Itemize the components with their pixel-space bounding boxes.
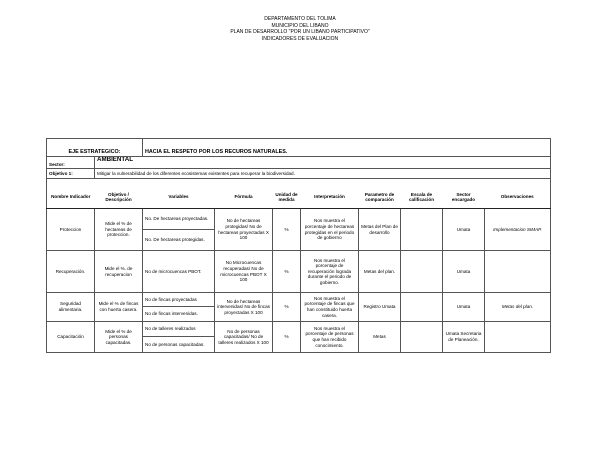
cell-variable-2: No. De hectareas protegidas. bbox=[143, 230, 215, 251]
col-escala: Escala de calificación bbox=[401, 187, 443, 209]
cell-variable-2: No de personas capacitadas. bbox=[143, 337, 215, 353]
cell-objetivo: Mide el % de personas capacitadas. bbox=[95, 322, 143, 353]
cell-interpretacion: Nos muestra el porcentaje de personas que han recibido conocimiento. bbox=[301, 322, 359, 353]
cell-objetivo: Mide el %. de recuperacion bbox=[95, 251, 143, 293]
cell-nombre: Seguridad alimentaria. bbox=[47, 293, 95, 322]
cell-observaciones bbox=[485, 251, 551, 293]
cell-unidad: % bbox=[273, 322, 301, 353]
cell-interpretacion: Nos muestra el porcentaje de recuperación lograda durante el periodo de gobierno. bbox=[301, 251, 359, 293]
cell-escala bbox=[401, 322, 443, 353]
cell-unidad: % bbox=[273, 209, 301, 251]
col-unidad: Unidad de medida bbox=[273, 187, 301, 209]
col-sector: Sector encargado bbox=[443, 187, 485, 209]
cell-formula: No de personas capacitadas/ No de talleres realizados X 100 bbox=[215, 322, 273, 353]
eje-label: EJE ESTRATEGICO: bbox=[47, 139, 143, 157]
col-parametro: Parametro de comparación bbox=[359, 187, 401, 209]
cell-sector: Umata Secretaria de Planeación. bbox=[443, 322, 485, 353]
eje-row bbox=[47, 139, 551, 157]
table-row bbox=[47, 322, 551, 337]
cell-interpretacion: Nos muestra el porcentaje de fincas que han constituido huerta casera. bbox=[301, 293, 359, 322]
cell-interpretacion: Nos muestra el porcentaje de hectareas protegidas en el periodo de gobierno bbox=[301, 209, 359, 251]
cell-formula: No de hectareas intervenidas/ No de fincas proyectadas X 100 bbox=[215, 293, 273, 322]
cell-escala bbox=[401, 209, 443, 251]
objetivo-row bbox=[47, 169, 551, 179]
header-plan-title: PLAN DE DESARROLLO "POR UN LIBANO PARTICIPATIVO" bbox=[230, 29, 370, 35]
cell-observaciones bbox=[485, 322, 551, 353]
table-row bbox=[47, 209, 551, 230]
cell-escala bbox=[401, 293, 443, 322]
cell-nombre: Proteccion bbox=[47, 209, 95, 251]
cell-observaciones: Metas del plan. bbox=[485, 293, 551, 322]
cell-parametro: Metas del Plan de desarrollo bbox=[359, 209, 401, 251]
sector-label: Sector: bbox=[47, 157, 95, 169]
sector-value: AMBIENTAL bbox=[95, 157, 551, 169]
objetivo-value: Mitigar la vulnerabilidad de los diferentes ecosistemas existentes para recuperar la biodiversidad. bbox=[95, 169, 551, 179]
indicators-table bbox=[46, 138, 551, 353]
cell-unidad: % bbox=[273, 251, 301, 293]
col-objetivo: Objetivo / Descripción bbox=[95, 187, 143, 209]
cell-sector: Umata bbox=[443, 251, 485, 293]
cell-parametro: Metas bbox=[359, 322, 401, 353]
col-formula: Fórmula bbox=[215, 187, 273, 209]
cell-variable-2: No de fincas intervenidas. bbox=[143, 307, 215, 322]
cell-formula: No Microcuencas recuperadas/ No de microcuencas PBOT X 100 bbox=[215, 251, 273, 293]
cell-formula: No de hectareas protegidas/ No de hectareas proyectadas X 100 bbox=[215, 209, 273, 251]
cell-variable-1: No de fincas proyectadas bbox=[143, 293, 215, 307]
table-row bbox=[47, 293, 551, 307]
sector-row bbox=[47, 157, 551, 169]
document-header bbox=[0, 16, 600, 42]
cell-nombre: Capacitación bbox=[47, 322, 95, 353]
header-municipality: MUNICIPIO DEL LIBANO bbox=[271, 22, 329, 29]
cell-sector: Umata bbox=[443, 209, 485, 251]
cell-variable-1: No de talleres realizados bbox=[143, 322, 215, 337]
cell-objetivo: Mide el % de fincas con huerta casera. bbox=[95, 293, 143, 322]
column-header-row bbox=[47, 187, 551, 209]
cell-sector: Umata bbox=[443, 293, 485, 322]
header-department: DEPARTAMENTO DEL TOLIMA bbox=[264, 16, 336, 22]
cell-parametro: Metas del plan. bbox=[359, 251, 401, 293]
cell-unidad: % bbox=[273, 293, 301, 322]
cell-variable-1: No de microcuencas PBOT. bbox=[143, 251, 215, 293]
col-interpretacion: Interpretación bbox=[301, 187, 359, 209]
eje-value: HACIA EL RESPETO POR LOS RECUROS NATURALES. bbox=[143, 139, 551, 157]
table-row bbox=[47, 251, 551, 293]
objetivo-label: Objetivo 1: bbox=[47, 169, 95, 179]
cell-nombre: Recuperación. bbox=[47, 251, 95, 293]
header-report-title: INDICADORES DE EVALUACION bbox=[261, 35, 339, 42]
cell-variable-1: No. De hectareas proyectadas. bbox=[143, 209, 215, 230]
spacer-row bbox=[47, 179, 551, 187]
col-nombre-indicador: Nombre Indicador bbox=[47, 187, 95, 209]
cell-parametro: Registro Umata bbox=[359, 293, 401, 322]
cell-objetivo: Mide el % de hectareas de proteccion. bbox=[95, 209, 143, 251]
col-observaciones: Observaciones bbox=[485, 187, 551, 209]
cell-observaciones: Implementacion SIMAP. bbox=[485, 209, 551, 251]
col-variables: Variables bbox=[143, 187, 215, 209]
cell-escala bbox=[401, 251, 443, 293]
